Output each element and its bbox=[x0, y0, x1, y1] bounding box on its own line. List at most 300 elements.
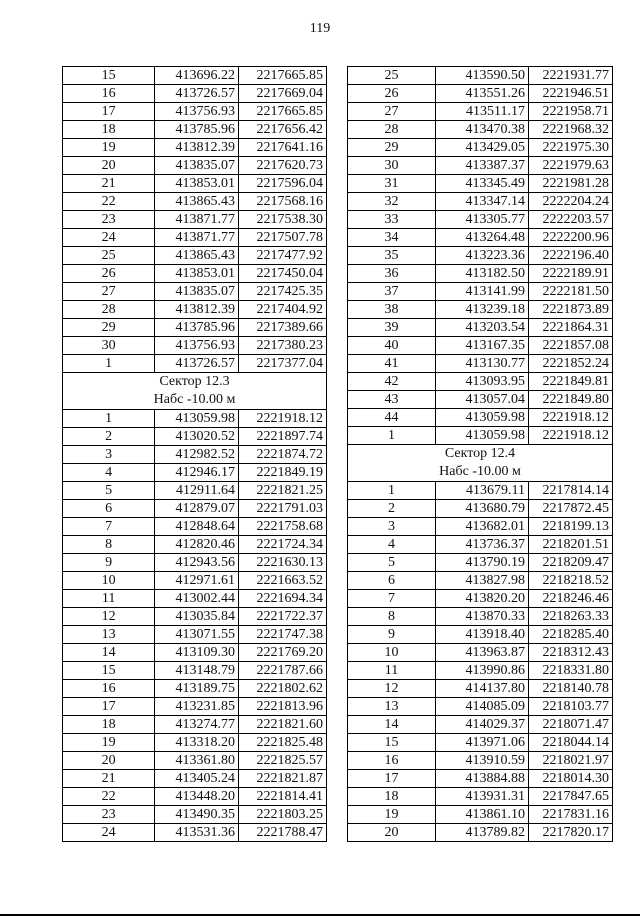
x-coordinate: 413680.79 bbox=[436, 500, 529, 518]
y-coordinate: 2221788.47 bbox=[238, 824, 326, 842]
y-coordinate: 2221918.12 bbox=[238, 410, 326, 428]
point-number: 13 bbox=[348, 698, 436, 716]
table-row bbox=[348, 824, 613, 842]
table-row bbox=[348, 391, 613, 409]
x-coordinate: 413963.87 bbox=[436, 644, 529, 662]
point-number: 40 bbox=[348, 337, 436, 355]
y-coordinate: 2221769.20 bbox=[238, 644, 326, 662]
point-number: 2 bbox=[348, 500, 436, 518]
table-row bbox=[348, 698, 613, 716]
table-row bbox=[63, 319, 327, 337]
x-coordinate: 413726.57 bbox=[155, 355, 239, 373]
table-row bbox=[63, 121, 327, 139]
y-coordinate: 2218285.40 bbox=[529, 626, 613, 644]
y-coordinate: 2218071.47 bbox=[529, 716, 613, 734]
y-coordinate: 2217620.73 bbox=[238, 157, 326, 175]
point-number: 18 bbox=[348, 788, 436, 806]
point-number: 21 bbox=[63, 770, 155, 788]
sector-header-row bbox=[348, 445, 613, 482]
page-number: 119 bbox=[309, 21, 331, 36]
x-coordinate: 413361.80 bbox=[155, 752, 239, 770]
table-row bbox=[348, 139, 613, 157]
table-row bbox=[348, 662, 613, 680]
point-number: 1 bbox=[348, 482, 436, 500]
y-coordinate: 2217820.17 bbox=[529, 824, 613, 842]
point-number: 17 bbox=[63, 698, 155, 716]
x-coordinate: 413884.88 bbox=[436, 770, 529, 788]
table-row bbox=[348, 265, 613, 283]
point-number: 23 bbox=[63, 211, 155, 229]
sector-title: Сектор 12.3 bbox=[159, 374, 230, 389]
x-coordinate: 413682.01 bbox=[436, 518, 529, 536]
point-number: 3 bbox=[63, 446, 155, 464]
y-coordinate: 2218263.33 bbox=[529, 608, 613, 626]
table-row bbox=[348, 590, 613, 608]
table-row bbox=[63, 500, 327, 518]
table-row bbox=[348, 409, 613, 427]
x-coordinate: 413059.98 bbox=[155, 410, 239, 428]
table-row bbox=[63, 103, 327, 121]
table-row bbox=[63, 698, 327, 716]
y-coordinate: 2222181.50 bbox=[529, 283, 613, 301]
table-row bbox=[63, 554, 327, 572]
y-coordinate: 2217596.04 bbox=[238, 175, 326, 193]
point-number: 2 bbox=[63, 428, 155, 446]
table-row bbox=[63, 518, 327, 536]
point-number: 37 bbox=[348, 283, 436, 301]
point-number: 26 bbox=[348, 85, 436, 103]
point-number: 11 bbox=[348, 662, 436, 680]
x-coordinate: 413318.20 bbox=[155, 734, 239, 752]
x-coordinate: 413531.36 bbox=[155, 824, 239, 842]
y-coordinate: 2221825.57 bbox=[238, 752, 326, 770]
point-number: 17 bbox=[63, 103, 155, 121]
y-coordinate: 2221821.25 bbox=[238, 482, 326, 500]
table-row bbox=[63, 824, 327, 842]
sector-elevation: Набс -10.00 м bbox=[153, 392, 236, 407]
x-coordinate: 413020.52 bbox=[155, 428, 239, 446]
table-row bbox=[63, 644, 327, 662]
x-coordinate: 413785.96 bbox=[155, 121, 239, 139]
table-row bbox=[63, 410, 327, 428]
x-coordinate: 413726.57 bbox=[155, 85, 239, 103]
y-coordinate: 2217404.92 bbox=[238, 301, 326, 319]
y-coordinate: 2221975.30 bbox=[529, 139, 613, 157]
table-row bbox=[63, 85, 327, 103]
point-number: 43 bbox=[348, 391, 436, 409]
y-coordinate: 2217814.14 bbox=[529, 482, 613, 500]
x-coordinate: 412820.46 bbox=[155, 536, 239, 554]
x-coordinate: 413182.50 bbox=[436, 265, 529, 283]
x-coordinate: 413812.39 bbox=[155, 139, 239, 157]
y-coordinate: 2221918.12 bbox=[529, 427, 613, 445]
point-number: 11 bbox=[63, 590, 155, 608]
x-coordinate: 413871.77 bbox=[155, 229, 239, 247]
x-coordinate: 413590.50 bbox=[436, 67, 529, 85]
x-coordinate: 413203.54 bbox=[436, 319, 529, 337]
point-number: 5 bbox=[348, 554, 436, 572]
table-row bbox=[63, 716, 327, 734]
point-number: 16 bbox=[63, 85, 155, 103]
x-coordinate: 413820.20 bbox=[436, 590, 529, 608]
table-row bbox=[63, 211, 327, 229]
point-number: 29 bbox=[63, 319, 155, 337]
table-row bbox=[63, 608, 327, 626]
point-number: 30 bbox=[63, 337, 155, 355]
x-coordinate: 413789.82 bbox=[436, 824, 529, 842]
point-number: 16 bbox=[63, 680, 155, 698]
y-coordinate: 2221979.63 bbox=[529, 157, 613, 175]
x-coordinate: 413429.05 bbox=[436, 139, 529, 157]
x-coordinate: 413696.22 bbox=[155, 67, 239, 85]
x-coordinate: 413490.35 bbox=[155, 806, 239, 824]
y-coordinate: 2218140.78 bbox=[529, 680, 613, 698]
y-coordinate: 2221897.74 bbox=[238, 428, 326, 446]
point-number: 35 bbox=[348, 247, 436, 265]
table-row bbox=[63, 482, 327, 500]
x-coordinate: 413141.99 bbox=[436, 283, 529, 301]
point-number: 30 bbox=[348, 157, 436, 175]
point-number: 24 bbox=[63, 824, 155, 842]
y-coordinate: 2221758.68 bbox=[238, 518, 326, 536]
x-coordinate: 413239.18 bbox=[436, 301, 529, 319]
y-coordinate: 2221803.25 bbox=[238, 806, 326, 824]
x-coordinate: 412848.64 bbox=[155, 518, 239, 536]
x-coordinate: 413756.93 bbox=[155, 103, 239, 121]
y-coordinate: 2218246.46 bbox=[529, 590, 613, 608]
point-number: 6 bbox=[63, 500, 155, 518]
table-row bbox=[348, 734, 613, 752]
point-number: 20 bbox=[348, 824, 436, 842]
y-coordinate: 2217380.23 bbox=[238, 337, 326, 355]
x-coordinate: 413264.48 bbox=[436, 229, 529, 247]
point-number: 38 bbox=[348, 301, 436, 319]
x-coordinate: 413305.77 bbox=[436, 211, 529, 229]
table-row bbox=[348, 788, 613, 806]
table-row bbox=[348, 67, 613, 85]
x-coordinate: 413853.01 bbox=[155, 265, 239, 283]
y-coordinate: 2221864.31 bbox=[529, 319, 613, 337]
y-coordinate: 2221874.72 bbox=[238, 446, 326, 464]
table-row bbox=[348, 211, 613, 229]
table-row bbox=[63, 355, 327, 373]
y-coordinate: 2222204.24 bbox=[529, 193, 613, 211]
table-row bbox=[348, 500, 613, 518]
y-coordinate: 2217872.45 bbox=[529, 500, 613, 518]
table-row bbox=[348, 752, 613, 770]
x-coordinate: 413002.44 bbox=[155, 590, 239, 608]
point-number: 34 bbox=[348, 229, 436, 247]
y-coordinate: 2221724.34 bbox=[238, 536, 326, 554]
x-coordinate: 413870.33 bbox=[436, 608, 529, 626]
table-row bbox=[63, 229, 327, 247]
point-number: 12 bbox=[348, 680, 436, 698]
y-coordinate: 2221849.80 bbox=[529, 391, 613, 409]
y-coordinate: 2221873.89 bbox=[529, 301, 613, 319]
y-coordinate: 2218312.43 bbox=[529, 644, 613, 662]
y-coordinate: 2221849.81 bbox=[529, 373, 613, 391]
y-coordinate: 2217669.04 bbox=[238, 85, 326, 103]
y-coordinate: 2217641.16 bbox=[238, 139, 326, 157]
y-coordinate: 2217665.85 bbox=[238, 103, 326, 121]
y-coordinate: 2217507.78 bbox=[238, 229, 326, 247]
point-number: 15 bbox=[63, 67, 155, 85]
x-coordinate: 413918.40 bbox=[436, 626, 529, 644]
x-coordinate: 413865.43 bbox=[155, 247, 239, 265]
y-coordinate: 2218044.14 bbox=[529, 734, 613, 752]
table-row bbox=[348, 247, 613, 265]
x-coordinate: 413057.04 bbox=[436, 391, 529, 409]
table-row bbox=[348, 427, 613, 445]
x-coordinate: 413167.35 bbox=[436, 337, 529, 355]
table-row bbox=[348, 373, 613, 391]
x-coordinate: 413148.79 bbox=[155, 662, 239, 680]
x-coordinate: 413679.11 bbox=[436, 482, 529, 500]
point-number: 29 bbox=[348, 139, 436, 157]
y-coordinate: 2221931.77 bbox=[529, 67, 613, 85]
table-row bbox=[348, 716, 613, 734]
sector-elevation: Набс -10.00 м bbox=[439, 464, 521, 479]
y-coordinate: 2222203.57 bbox=[529, 211, 613, 229]
y-coordinate: 2221791.03 bbox=[238, 500, 326, 518]
table-row bbox=[63, 67, 327, 85]
table-row bbox=[63, 301, 327, 319]
point-number: 26 bbox=[63, 265, 155, 283]
y-coordinate: 2218103.77 bbox=[529, 698, 613, 716]
x-coordinate: 412911.64 bbox=[155, 482, 239, 500]
table-row bbox=[63, 788, 327, 806]
table-row bbox=[63, 662, 327, 680]
point-number: 15 bbox=[63, 662, 155, 680]
y-coordinate: 2218199.13 bbox=[529, 518, 613, 536]
point-number: 44 bbox=[348, 409, 436, 427]
point-number: 14 bbox=[63, 644, 155, 662]
table-row bbox=[63, 265, 327, 283]
table-row bbox=[63, 139, 327, 157]
point-number: 28 bbox=[348, 121, 436, 139]
y-coordinate: 2221630.13 bbox=[238, 554, 326, 572]
table-row bbox=[348, 319, 613, 337]
table-row bbox=[348, 770, 613, 788]
table-row bbox=[63, 193, 327, 211]
table-row bbox=[348, 301, 613, 319]
y-coordinate: 2221787.66 bbox=[238, 662, 326, 680]
y-coordinate: 2222200.96 bbox=[529, 229, 613, 247]
point-number: 13 bbox=[63, 626, 155, 644]
point-number: 16 bbox=[348, 752, 436, 770]
table-row bbox=[63, 157, 327, 175]
y-coordinate: 2217450.04 bbox=[238, 265, 326, 283]
x-coordinate: 413405.24 bbox=[155, 770, 239, 788]
x-coordinate: 414029.37 bbox=[436, 716, 529, 734]
x-coordinate: 413035.84 bbox=[155, 608, 239, 626]
x-coordinate: 412946.17 bbox=[155, 464, 239, 482]
x-coordinate: 413347.14 bbox=[436, 193, 529, 211]
point-number: 7 bbox=[63, 518, 155, 536]
x-coordinate: 413790.19 bbox=[436, 554, 529, 572]
table-row bbox=[63, 806, 327, 824]
coordinates-table-right bbox=[347, 66, 613, 842]
y-coordinate: 2221813.96 bbox=[238, 698, 326, 716]
sector-header-row bbox=[63, 373, 327, 410]
y-coordinate: 2221857.08 bbox=[529, 337, 613, 355]
table-row bbox=[348, 355, 613, 373]
y-coordinate: 2221722.37 bbox=[238, 608, 326, 626]
point-number: 18 bbox=[63, 121, 155, 139]
point-number: 31 bbox=[348, 175, 436, 193]
point-number: 10 bbox=[63, 572, 155, 590]
y-coordinate: 2221825.48 bbox=[238, 734, 326, 752]
point-number: 4 bbox=[348, 536, 436, 554]
point-number: 27 bbox=[348, 103, 436, 121]
point-number: 9 bbox=[348, 626, 436, 644]
page-bottom-rule bbox=[0, 914, 640, 916]
x-coordinate: 413274.77 bbox=[155, 716, 239, 734]
y-coordinate: 2221694.34 bbox=[238, 590, 326, 608]
table-row bbox=[348, 337, 613, 355]
x-coordinate: 413511.17 bbox=[436, 103, 529, 121]
y-coordinate: 2221663.52 bbox=[238, 572, 326, 590]
y-coordinate: 2218209.47 bbox=[529, 554, 613, 572]
y-coordinate: 2221849.19 bbox=[238, 464, 326, 482]
table-row bbox=[348, 175, 613, 193]
point-number: 27 bbox=[63, 283, 155, 301]
y-coordinate: 2217656.42 bbox=[238, 121, 326, 139]
coordinates-table-left bbox=[62, 66, 327, 842]
point-number: 36 bbox=[348, 265, 436, 283]
y-coordinate: 2217847.65 bbox=[529, 788, 613, 806]
y-coordinate: 2221852.24 bbox=[529, 355, 613, 373]
y-coordinate: 2221968.32 bbox=[529, 121, 613, 139]
y-coordinate: 2221802.62 bbox=[238, 680, 326, 698]
x-coordinate: 413853.01 bbox=[155, 175, 239, 193]
y-coordinate: 2218331.80 bbox=[529, 662, 613, 680]
table-row bbox=[63, 680, 327, 698]
point-number: 33 bbox=[348, 211, 436, 229]
point-number: 22 bbox=[63, 193, 155, 211]
table-row bbox=[63, 590, 327, 608]
x-coordinate: 412879.07 bbox=[155, 500, 239, 518]
table-row bbox=[63, 337, 327, 355]
table-row bbox=[348, 572, 613, 590]
table-row bbox=[348, 193, 613, 211]
x-coordinate: 413448.20 bbox=[155, 788, 239, 806]
table-row bbox=[348, 554, 613, 572]
x-coordinate: 413756.93 bbox=[155, 337, 239, 355]
x-coordinate: 413470.38 bbox=[436, 121, 529, 139]
x-coordinate: 413865.43 bbox=[155, 193, 239, 211]
y-coordinate: 2218218.52 bbox=[529, 572, 613, 590]
x-coordinate: 412982.52 bbox=[155, 446, 239, 464]
table-row bbox=[63, 247, 327, 265]
point-number: 20 bbox=[63, 752, 155, 770]
table-row bbox=[63, 175, 327, 193]
table-row bbox=[348, 806, 613, 824]
y-coordinate: 2221981.28 bbox=[529, 175, 613, 193]
sector-header bbox=[63, 373, 327, 410]
y-coordinate: 2222196.40 bbox=[529, 247, 613, 265]
table-row bbox=[348, 85, 613, 103]
x-coordinate: 413835.07 bbox=[155, 283, 239, 301]
point-number: 17 bbox=[348, 770, 436, 788]
y-coordinate: 2217425.35 bbox=[238, 283, 326, 301]
table-row bbox=[348, 644, 613, 662]
y-coordinate: 2221946.51 bbox=[529, 85, 613, 103]
point-number: 25 bbox=[348, 67, 436, 85]
y-coordinate: 2217831.16 bbox=[529, 806, 613, 824]
table-row bbox=[348, 229, 613, 247]
x-coordinate: 413093.95 bbox=[436, 373, 529, 391]
point-number: 1 bbox=[63, 355, 155, 373]
point-number: 3 bbox=[348, 518, 436, 536]
y-coordinate: 2217377.04 bbox=[238, 355, 326, 373]
x-coordinate: 413812.39 bbox=[155, 301, 239, 319]
table-row bbox=[63, 283, 327, 301]
table-row bbox=[348, 536, 613, 554]
table-row bbox=[348, 518, 613, 536]
y-coordinate: 2217538.30 bbox=[238, 211, 326, 229]
point-number: 21 bbox=[63, 175, 155, 193]
point-number: 14 bbox=[348, 716, 436, 734]
table-row bbox=[348, 680, 613, 698]
x-coordinate: 413835.07 bbox=[155, 157, 239, 175]
point-number: 12 bbox=[63, 608, 155, 626]
x-coordinate: 413931.31 bbox=[436, 788, 529, 806]
point-number: 39 bbox=[348, 319, 436, 337]
y-coordinate: 2221814.41 bbox=[238, 788, 326, 806]
x-coordinate: 413109.30 bbox=[155, 644, 239, 662]
table-row bbox=[348, 608, 613, 626]
point-number: 6 bbox=[348, 572, 436, 590]
x-coordinate: 413071.55 bbox=[155, 626, 239, 644]
x-coordinate: 413189.75 bbox=[155, 680, 239, 698]
x-coordinate: 413785.96 bbox=[155, 319, 239, 337]
y-coordinate: 2217389.66 bbox=[238, 319, 326, 337]
table-row bbox=[63, 626, 327, 644]
point-number: 19 bbox=[348, 806, 436, 824]
point-number: 23 bbox=[63, 806, 155, 824]
table-row bbox=[348, 103, 613, 121]
point-number: 18 bbox=[63, 716, 155, 734]
x-coordinate: 414137.80 bbox=[436, 680, 529, 698]
y-coordinate: 2221958.71 bbox=[529, 103, 613, 121]
table-row bbox=[348, 482, 613, 500]
point-number: 24 bbox=[63, 229, 155, 247]
y-coordinate: 2221821.60 bbox=[238, 716, 326, 734]
table-row bbox=[348, 626, 613, 644]
point-number: 41 bbox=[348, 355, 436, 373]
table-row bbox=[63, 752, 327, 770]
point-number: 4 bbox=[63, 464, 155, 482]
x-coordinate: 413059.98 bbox=[436, 427, 529, 445]
point-number: 22 bbox=[63, 788, 155, 806]
y-coordinate: 2221821.87 bbox=[238, 770, 326, 788]
table-row bbox=[63, 770, 327, 788]
y-coordinate: 2218021.97 bbox=[529, 752, 613, 770]
x-coordinate: 413231.85 bbox=[155, 698, 239, 716]
x-coordinate: 413910.59 bbox=[436, 752, 529, 770]
x-coordinate: 412971.61 bbox=[155, 572, 239, 590]
x-coordinate: 413130.77 bbox=[436, 355, 529, 373]
y-coordinate: 2217665.85 bbox=[238, 67, 326, 85]
x-coordinate: 413871.77 bbox=[155, 211, 239, 229]
point-number: 42 bbox=[348, 373, 436, 391]
point-number: 7 bbox=[348, 590, 436, 608]
point-number: 19 bbox=[63, 139, 155, 157]
point-number: 28 bbox=[63, 301, 155, 319]
table-row bbox=[348, 121, 613, 139]
point-number: 32 bbox=[348, 193, 436, 211]
